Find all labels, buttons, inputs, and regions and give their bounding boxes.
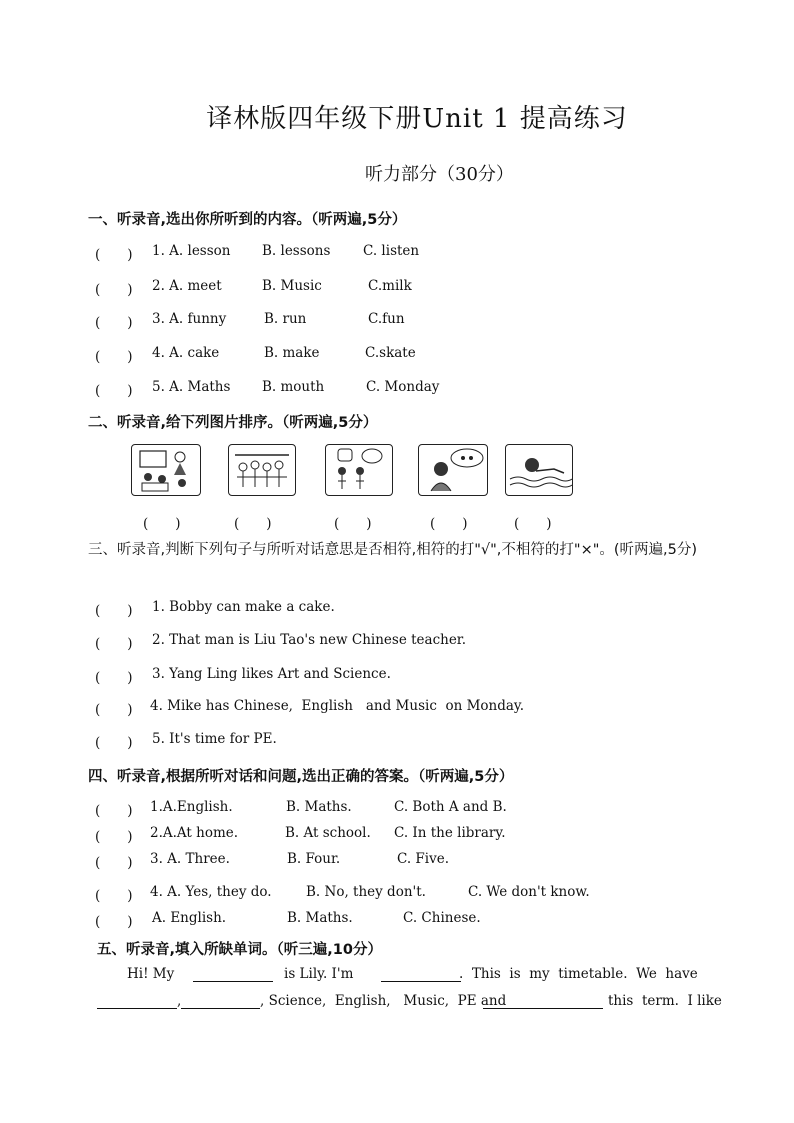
passage-text: this term. I like (608, 993, 722, 1009)
option-a: 5. A. Maths (152, 379, 231, 395)
fill-blank[interactable] (181, 993, 260, 1009)
picture-answer-paren[interactable]: ( ) (143, 516, 181, 532)
passage-text: , (177, 993, 182, 1009)
answer-paren[interactable]: ( ) (95, 888, 133, 904)
option-a: 2.A.At home. (150, 825, 239, 841)
answer-paren[interactable]: ( ) (95, 735, 133, 751)
option-b: B. At school. (285, 825, 371, 841)
picture-answer-paren[interactable]: ( ) (430, 516, 468, 532)
statement: 1. Bobby can make a cake. (152, 599, 335, 615)
picture-answer-paren[interactable]: ( ) (234, 516, 272, 532)
picture-answer-paren[interactable]: ( ) (334, 516, 372, 532)
option-b: B. Four. (287, 851, 341, 867)
answer-paren[interactable]: ( ) (95, 855, 133, 871)
option-c: C.skate (365, 345, 416, 361)
fill-blank[interactable] (97, 993, 177, 1009)
picture-answer-paren[interactable]: ( ) (514, 516, 552, 532)
fill-blank[interactable] (483, 993, 603, 1009)
answer-paren[interactable]: ( ) (95, 803, 133, 819)
section4-heading: 四、听录音,根据所听对话和问题,选出正确的答案。（听两遍,5分） (88, 769, 514, 785)
answer-paren[interactable]: ( ) (95, 829, 133, 845)
option-b: B. No, they don't. (306, 884, 426, 900)
option-a: 4. A. Yes, they do. (150, 884, 272, 900)
classroom-picture (131, 444, 201, 496)
option-a: 3. A. Three. (150, 851, 230, 867)
option-a: 1.A.English. (150, 799, 233, 815)
answer-paren[interactable]: ( ) (95, 670, 133, 686)
answer-paren[interactable]: ( ) (95, 349, 133, 365)
answer-paren[interactable]: ( ) (95, 702, 133, 718)
section5-heading: 五、听录音,填入所缺单词。（听三遍,10分） (97, 942, 382, 958)
page-subtitle: 听力部分（30分） (365, 164, 514, 185)
section3-heading: 三、听录音,判断下列句子与所听对话意思是否相符,相符的打"√",不相符的打"×"。(听两遍,5分) (88, 542, 698, 558)
passage-text: Hi! My (127, 966, 175, 982)
answer-paren[interactable]: ( ) (95, 315, 133, 331)
option-a: 4. A. cake (152, 345, 220, 361)
option-c: C.fun (368, 311, 405, 327)
answer-paren[interactable]: ( ) (95, 247, 133, 263)
girl-thinking-picture (418, 444, 488, 496)
section1-heading: 一、听录音,选出你所听到的内容。（听两遍,5分） (88, 212, 407, 228)
option-b: B. Music (262, 278, 322, 294)
answer-paren[interactable]: ( ) (95, 603, 133, 619)
passage-text: is Lily. I'm (284, 966, 354, 982)
passage-text: , Science, English, Music, PE and (260, 993, 507, 1009)
option-a: 3. A. funny (152, 311, 227, 327)
option-b: B. mouth (262, 379, 325, 395)
option-c: C. In the library. (394, 825, 506, 841)
statement: 2. That man is Liu Tao's new Chinese teacher. (152, 632, 467, 648)
answer-paren[interactable]: ( ) (95, 914, 133, 930)
section2-heading: 二、听录音,给下列图片排序。（听两遍,5分） (88, 415, 378, 431)
option-c: C. Monday (366, 379, 440, 395)
page-title: 译林版四年级下册Unit 1 提高练习 (206, 104, 628, 134)
option-b: B. run (264, 311, 307, 327)
option-a: A. English. (152, 910, 227, 926)
option-b: B. Maths. (287, 910, 353, 926)
option-a: 1. A. lesson (152, 243, 231, 259)
option-c: C.milk (368, 278, 412, 294)
option-b: B. Maths. (286, 799, 352, 815)
option-a: 2. A. meet (152, 278, 222, 294)
children-talking-picture (325, 444, 393, 496)
statement: 4. Mike has Chinese, English and Music on Monday. (150, 698, 525, 714)
option-b: B. lessons (262, 243, 331, 259)
option-c: C. Five. (397, 851, 450, 867)
option-c: C. listen (363, 243, 420, 259)
fill-blank[interactable] (381, 966, 461, 982)
passage-text: . This is my timetable. We have (459, 966, 698, 982)
answer-paren[interactable]: ( ) (95, 636, 133, 652)
option-c: C. Both A and B. (394, 799, 507, 815)
swimming-picture (505, 444, 573, 496)
fill-blank[interactable] (193, 966, 273, 982)
option-b: B. make (264, 345, 320, 361)
answer-paren[interactable]: ( ) (95, 383, 133, 399)
statement: 5. It's time for PE. (152, 731, 277, 747)
answer-paren[interactable]: ( ) (95, 282, 133, 298)
option-c: C. Chinese. (403, 910, 481, 926)
section1-item (95, 243, 157, 263)
statement: 3. Yang Ling likes Art and Science. (152, 666, 391, 682)
option-c: C. We don't know. (468, 884, 590, 900)
group-picture (228, 444, 296, 496)
